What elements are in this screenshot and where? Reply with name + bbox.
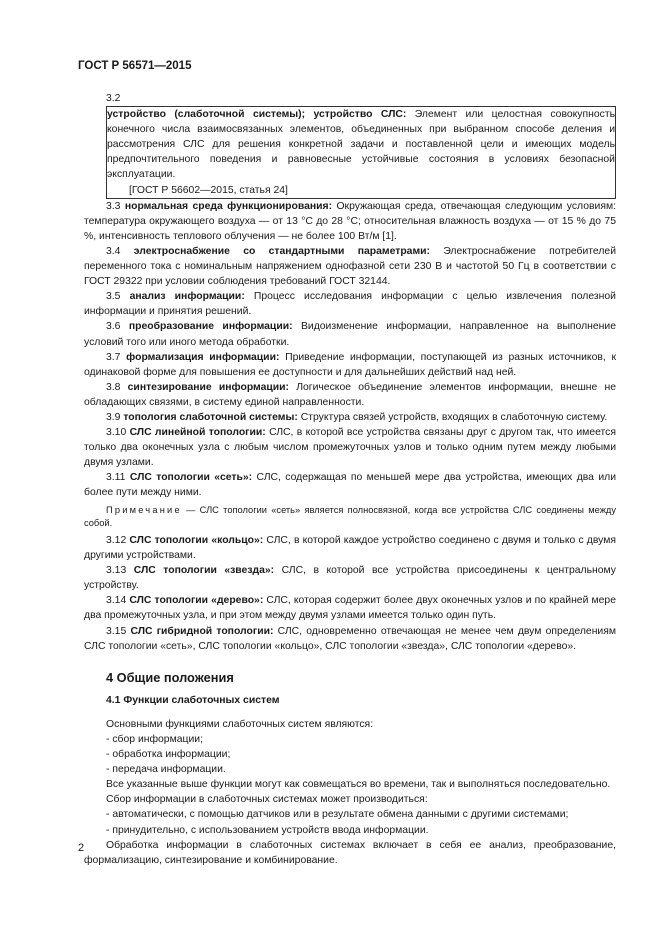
term-text: Видоизменение информации, направленное на выполнение условий того или иного метода обработки. — [84, 321, 616, 348]
term-name: нормальная среда функционирования: — [124, 200, 333, 212]
term-definition — [84, 199, 616, 244]
term-number: 3.14 — [106, 595, 127, 607]
term-definition — [84, 563, 616, 593]
subsection-4-1-title: 4.1 Функции слаботочных систем — [106, 694, 280, 706]
page-number: 2 — [78, 842, 85, 854]
term-number: 3.13 — [106, 565, 127, 577]
note-text: СЛС топологии «сеть» является полносвязной, когда все устройства СЛС соединены между собой. — [84, 504, 616, 528]
term-number: 3.11 — [106, 472, 126, 484]
term-3-2-term: устройство (слаботочной системы); устройство СЛС: — [107, 109, 407, 121]
term-definition — [84, 350, 616, 380]
note-label: Примечание — [106, 504, 182, 515]
section-4-paragraph-4: Обработка информации в слаботочных системах включает в себя ее анализ, преобразование, формализацию, синтезирование и комбинирование. — [84, 839, 616, 866]
term-text: Структура связей устройств, входящих в слаботочную систему. — [300, 411, 608, 423]
term-definition — [84, 319, 616, 349]
term-name: СЛС топологии «дерево»: — [129, 595, 264, 607]
term-name: СЛС топологии «сеть»: — [129, 472, 253, 484]
term-definition — [84, 380, 616, 410]
terms-list — [84, 199, 616, 501]
term-name: преобразование информации: — [128, 321, 293, 333]
term-3-2-reference: [ГОСТ Р 56602—2015, статья 24] — [129, 184, 288, 196]
document-header: ГОСТ Р 56571—2015 — [78, 60, 192, 72]
term-number: 3.8 — [106, 381, 121, 393]
term-definition — [84, 593, 616, 623]
term-name: электроснабжение со стандартными параметрами: — [133, 245, 430, 257]
term-text: СЛС, содержащая по меньшей мере два устройства, имеющих два или более пути между ними. — [84, 472, 617, 499]
term-name: СЛС гибридной топологии: — [130, 625, 274, 637]
section-4-paragraph-2: Все указанные выше функции могут как совмещаться во времени, так и выполняться последовательно. — [106, 779, 611, 791]
term-text: Электроснабжение потребителей переменного тока с номинальным напряжением однофазной сети 230 В и частотой 50 Гц в соответствии с ГОСТ 29322 при условии соблюдения требований ГОСТ 32144. — [84, 245, 617, 288]
section-4-title: 4 Общие положения — [106, 669, 234, 685]
term-text: Логическое объединение элементов информации, внешне не обладающих связями, в систему единой направленности. — [84, 381, 617, 408]
term-number: 3.7 — [106, 351, 121, 363]
term-text: СЛС, в которой каждое устройство соединено с двумя и только с двумя другими устройствами. — [84, 534, 617, 562]
term-number: 3.10 — [106, 427, 127, 439]
list-item: - принудительно, с использованием устройств ввода информации. — [106, 824, 429, 836]
term-name: топология слаботочной системы: — [123, 411, 298, 423]
term-text: Окружающая среда, отвечающая следующим условиям: температура окружающего воздуха — от 13 °С до 28 °С; относительная влажность воздуха — от 15 % до 75 %, интенсивность теплового облучения — не более 100 Вт/м [1]. — [84, 200, 616, 242]
term-text: СЛС, которая содержит более двух оконечных узлов и по крайней мере два промежуточных узла, и при этом между двумя узлами имеется только один путь. — [84, 595, 616, 622]
note-dash: — — [186, 504, 196, 515]
term-text: СЛС, в которой все устройства связаны друг с другом так, что имеется только два оконечных узла с любым числом промежуточных узлов и только одним путем между любыми двумя узлами. — [84, 427, 616, 469]
term-name: формализация информации: — [126, 351, 280, 363]
term-definition — [84, 533, 616, 563]
document-body — [84, 91, 616, 868]
term-definition — [84, 624, 616, 654]
list-item: - передача информации. — [106, 764, 226, 776]
term-3-2-frame — [106, 106, 616, 199]
term-number: 3.9 — [106, 411, 121, 423]
term-definition — [84, 425, 616, 470]
term-3-2-definition — [107, 107, 615, 182]
term-text: Процесс исследования информации с целью извлечения полезной информации и принятия решений. — [84, 291, 616, 318]
term-text: СЛС, в которой все устройства присоединены к центральному устройству. — [84, 565, 616, 592]
term-name: синтезирование информации: — [127, 381, 289, 393]
term-number: 3.4 — [106, 245, 121, 257]
term-3-2-text: Элемент или целостная совокупность конечного числа взаимосвязанных элементов, объединенных при выбранном способе деления и рассмотрения СЛС для решения конкретной задачи и поставленной цели и имеющих модель предпочтительного поведения и равновесные устойчивые состояния в условиях безопасной эксплуатации. — [107, 109, 616, 181]
term-text: СЛС, одновременно отвечающая не менее чем двум определениям СЛС топологии «сеть», СЛС топологии «кольцо», СЛС топологии «звезда», СЛС топологии «дерево». — [84, 625, 617, 652]
term-number: 3.5 — [106, 291, 121, 303]
term-name: анализ информации: — [129, 291, 245, 303]
term-number: 3.6 — [106, 321, 121, 333]
term-definition — [84, 289, 616, 319]
term-3-2-number: 3.2 — [106, 93, 121, 104]
term-definition — [84, 244, 616, 289]
list-item: - автоматически, с помощью датчиков или в результате обмена данными с другими системами; — [106, 809, 569, 821]
section-4-paragraph-3: Сбор информации в слаботочных системах может производиться: — [106, 794, 428, 806]
term-text: Приведение информации, поступающей из разных источников, к одинаковой форме для повышения ее доступности и для дальнейших действий над ней. — [84, 351, 616, 378]
term-number: 3.12 — [106, 534, 127, 546]
term-name: СЛС линейной топологии: — [129, 427, 266, 439]
term-name: СЛС топологии «звезда»: — [133, 565, 275, 577]
list-item: - обработка информации; — [106, 749, 231, 761]
term-name: СЛС топологии «кольцо»: — [129, 534, 264, 546]
term-definition — [84, 470, 616, 500]
term-definition — [84, 410, 616, 425]
list-item: - сбор информации; — [106, 733, 203, 745]
section-4-paragraph-1: Основными функциями слаботочных систем являются: — [106, 718, 374, 730]
terms-list-2 — [84, 533, 616, 654]
term-number: 3.3 — [106, 200, 121, 212]
note — [84, 504, 616, 530]
term-number: 3.15 — [106, 625, 127, 637]
